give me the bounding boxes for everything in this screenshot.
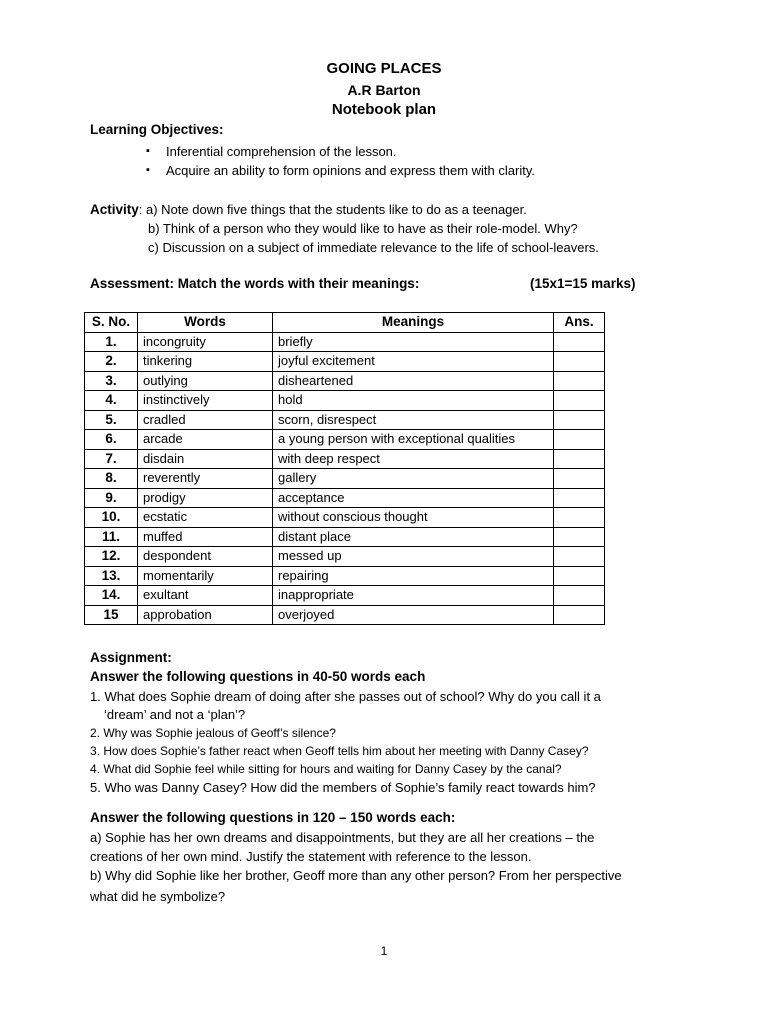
document-subtitle: Notebook plan <box>331 101 437 118</box>
matching-table <box>84 312 605 625</box>
question-1-line-2: ‘dream’ and not a ‘plan’? <box>104 707 246 722</box>
cell-answer[interactable] <box>554 605 605 625</box>
assessment-heading: Assessment: Match the words with their meanings: <box>90 276 420 291</box>
cell-answer[interactable] <box>554 352 605 372</box>
table-row <box>85 449 605 469</box>
cell-word: ecstatic <box>138 508 273 528</box>
document-title: GOING PLACES <box>326 60 442 77</box>
activity-a-text: : a) Note down five things that the students like to do as a teenager. <box>138 202 527 217</box>
cell-word: tinkering <box>138 352 273 372</box>
page-number: 1 <box>380 944 388 958</box>
cell-sno: 14. <box>85 586 138 606</box>
cell-meaning: gallery <box>273 469 554 489</box>
question-1-line-1: 1. What does Sophie dream of doing after she passes out of school? Why do you call it a <box>90 689 601 704</box>
table-row <box>85 527 605 547</box>
table-row <box>85 566 605 586</box>
cell-sno: 10. <box>85 508 138 528</box>
cell-word: outlying <box>138 371 273 391</box>
cell-word: despondent <box>138 547 273 567</box>
cell-word: muffed <box>138 527 273 547</box>
objectives-heading: Learning Objectives: <box>90 122 224 137</box>
activity-label: Activity <box>90 202 139 217</box>
table-row <box>85 488 605 508</box>
cell-word: reverently <box>138 469 273 489</box>
cell-sno: 3. <box>85 371 138 391</box>
cell-sno: 4. <box>85 391 138 411</box>
table-row <box>85 469 605 489</box>
long-question-b-line-2: what did he symbolize? <box>90 889 226 904</box>
col-header-ans: Ans. <box>554 313 605 333</box>
cell-answer[interactable] <box>554 449 605 469</box>
cell-meaning: overjoyed <box>273 605 554 625</box>
question-4: 4. What did Sophie feel while sitting for hours and waiting for Danny Casey by the canal? <box>90 762 562 776</box>
cell-answer[interactable] <box>554 547 605 567</box>
cell-meaning: disheartened <box>273 371 554 391</box>
long-answer-heading: Answer the following questions in 120 – 150 words each: <box>90 810 456 825</box>
question-2: 2. Why was Sophie jealous of Geoff’s silence? <box>90 726 336 740</box>
cell-meaning: repairing <box>273 566 554 586</box>
cell-answer[interactable] <box>554 488 605 508</box>
table-row <box>85 352 605 372</box>
short-answer-heading: Answer the following questions in 40-50 words each <box>90 669 426 684</box>
table-row <box>85 547 605 567</box>
activity-line-c: c) Discussion on a subject of immediate relevance to the life of school-leavers. <box>148 240 599 255</box>
long-question-a-line-2: creations of her own mind. Justify the statement with reference to the lesson. <box>90 849 532 864</box>
cell-word: disdain <box>138 449 273 469</box>
cell-meaning: messed up <box>273 547 554 567</box>
table-row <box>85 605 605 625</box>
cell-word: incongruity <box>138 332 273 352</box>
cell-answer[interactable] <box>554 469 605 489</box>
cell-answer[interactable] <box>554 527 605 547</box>
objectives-list <box>146 142 535 180</box>
cell-meaning: a young person with exceptional qualities <box>273 430 554 450</box>
cell-meaning: without conscious thought <box>273 508 554 528</box>
cell-sno: 13. <box>85 566 138 586</box>
cell-word: prodigy <box>138 488 273 508</box>
cell-answer[interactable] <box>554 430 605 450</box>
table-row <box>85 391 605 411</box>
table-header-row <box>85 313 605 333</box>
cell-answer[interactable] <box>554 508 605 528</box>
cell-sno: 2. <box>85 352 138 372</box>
table-row <box>85 508 605 528</box>
col-header-sno: S. No. <box>85 313 138 333</box>
cell-word: cradled <box>138 410 273 430</box>
table-row <box>85 332 605 352</box>
long-question-b-line-1: b) Why did Sophie like her brother, Geoff more than any other person? From her perspective <box>90 868 622 883</box>
cell-sno: 1. <box>85 332 138 352</box>
document-author: A.R Barton <box>347 82 421 98</box>
question-3: 3. How does Sophie’s father react when Geoff tells him about her meeting with Danny Casey? <box>90 744 589 758</box>
cell-sno: 12. <box>85 547 138 567</box>
cell-meaning: hold <box>273 391 554 411</box>
assessment-marks: (15x1=15 marks) <box>530 276 636 291</box>
cell-sno: 11. <box>85 527 138 547</box>
cell-sno: 7. <box>85 449 138 469</box>
cell-answer[interactable] <box>554 586 605 606</box>
cell-sno: 15 <box>85 605 138 625</box>
question-5: 5. Who was Danny Casey? How did the members of Sophie’s family react towards him? <box>90 780 596 795</box>
cell-meaning: distant place <box>273 527 554 547</box>
assignment-heading: Assignment: <box>90 650 172 665</box>
cell-meaning: joyful excitement <box>273 352 554 372</box>
cell-answer[interactable] <box>554 410 605 430</box>
cell-word: momentarily <box>138 566 273 586</box>
table-row <box>85 410 605 430</box>
cell-sno: 6. <box>85 430 138 450</box>
cell-meaning: scorn, disrespect <box>273 410 554 430</box>
col-header-words: Words <box>138 313 273 333</box>
table-row <box>85 430 605 450</box>
objective-item: ▪ Inferential comprehension of the lesson. <box>146 142 535 161</box>
cell-answer[interactable] <box>554 391 605 411</box>
table-row <box>85 586 605 606</box>
objective-item: ▪ Acquire an ability to form opinions and express them with clarity. <box>146 161 535 180</box>
activity-line-a <box>90 202 527 217</box>
cell-answer[interactable] <box>554 566 605 586</box>
cell-meaning: acceptance <box>273 488 554 508</box>
long-question-a-line-1: a) Sophie has her own dreams and disappointments, but they are all her creations – the <box>90 830 595 845</box>
cell-meaning: inappropriate <box>273 586 554 606</box>
cell-meaning: with deep respect <box>273 449 554 469</box>
cell-meaning: briefly <box>273 332 554 352</box>
cell-answer[interactable] <box>554 332 605 352</box>
cell-answer[interactable] <box>554 371 605 391</box>
cell-word: arcade <box>138 430 273 450</box>
col-header-meanings: Meanings <box>273 313 554 333</box>
activity-line-b: b) Think of a person who they would like to have as their role-model. Why? <box>148 221 578 236</box>
table-row <box>85 371 605 391</box>
cell-sno: 9. <box>85 488 138 508</box>
cell-sno: 5. <box>85 410 138 430</box>
cell-word: instinctively <box>138 391 273 411</box>
cell-word: approbation <box>138 605 273 625</box>
cell-sno: 8. <box>85 469 138 489</box>
cell-word: exultant <box>138 586 273 606</box>
